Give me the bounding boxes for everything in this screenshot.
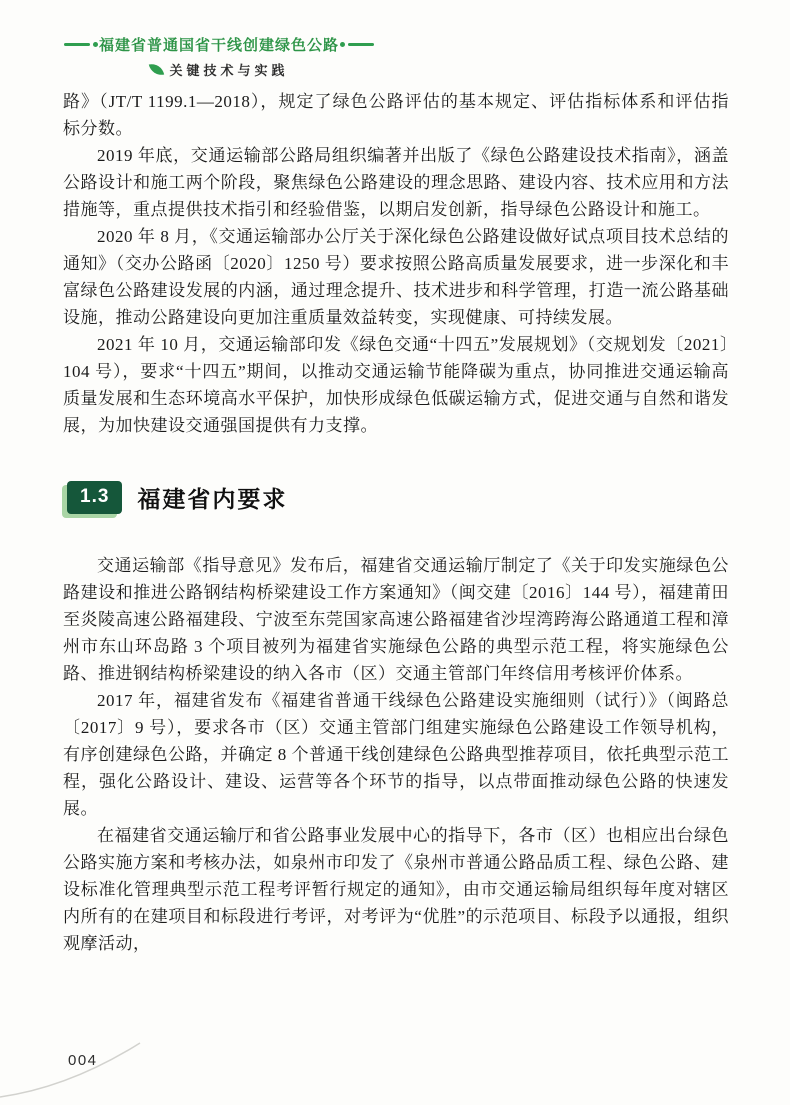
body-paragraph: 2019 年底，交通运输部公路局组织编著并出版了《绿色公路建设技术指南》，涵盖公路设计和施工两个阶段，聚焦绿色公路建设的理念思路、建设内容、技术应用和方法措施等，重点提供技术指引和经验借鉴，以期启发创新，指导绿色公路设计和施工。 xyxy=(63,146,729,219)
body-paragraph: 2020 年 8 月，《交通运输部办公厅关于深化绿色公路建设做好试点项目技术总结的通知》（交办公路函〔2020〕1250 号）要求按照公路高质量发展要求，进一步深化和丰富绿色公路建设发展的内涵，通过理念提升、技术进步和科学管理，打造一流公路基础设施，推动公路建设向更加注重质量效益转变，实现健康、可持续发展。 xyxy=(63,227,729,327)
series-subtitle: 关键技术与实践 xyxy=(169,63,289,78)
body-paragraph: 2021 年 10 月，交通运输部印发《绿色交通“十四五”发展规划》（交规划发〔2021〕104 号），要求“十四五”期间，以推动交通运输节能降碳为重点，协同推进交通运输高质量发展和生态环境高水平保护，加快形成绿色低碳运输方式，促进交通与自然和谐发展，为加快建设交通强国提供有力支撑。 xyxy=(63,335,729,435)
series-subtitle-row xyxy=(150,60,289,79)
page-content xyxy=(63,88,729,957)
body-paragraph: 2017 年，福建省发布《福建省普通干线绿色公路建设实施细则（试行）》（闽路总〔2017〕9 号），要求各市（区）交通主管部门组建实施绿色公路建设工作领导机构，有序创建绿色公路，并确定 8 个普通干线创建绿色公路典型推荐项目，依托典型示范工程，强化公路设计、建设、运营等各个环节的指导，以点带面推动绿色公路的快速发展。 xyxy=(63,691,729,818)
section-title: 福建省内要求 xyxy=(137,486,288,512)
decorative-line-right xyxy=(348,43,374,46)
series-title: 福建省普通国省干线创建绿色公路 xyxy=(99,37,340,54)
page-header xyxy=(64,34,374,79)
series-title-row xyxy=(64,34,374,55)
section-heading xyxy=(67,481,729,514)
body-paragraph: 路》（JT/T 1199.1—2018），规定了绿色公路评估的基本规定、评估指标体系和评估指标分数。 xyxy=(63,92,729,138)
body-paragraph: 在福建省交通运输厅和省公路事业发展中心的指导下，各市（区）也相应出台绿色公路实施方案和考核办法，如泉州市印发了《泉州市普通公路品质工程、绿色公路、建设标准化管理典型示范工程考评暂行规定的通知》，由市交通运输局组织每年度对辖区内所有的在建项目和标段进行考评，对考评为“优胜”的示范项目、标段予以通报，组织观摩活动， xyxy=(63,826,729,953)
section-number-badge: 1.3 xyxy=(67,481,122,514)
body-paragraph: 交通运输部《指导意见》发布后，福建省交通运输厅制定了《关于印发实施绿色公路建设和推进公路钢结构桥梁建设工作方案通知》（闽交建〔2016〕144 号），福建莆田至炎陵高速公路福建段、宁波至东莞国家高速公路福建省沙埕湾跨海公路通道工程和漳州市东山环岛路 3 个项目被列为福建省实施绿色公路的典型示范工程，将实施绿色公路、推进钢结构桥梁建设的纳入各市（区）交通主管部门年终信用考核评价体系。 xyxy=(63,556,729,683)
page-number: 004 xyxy=(68,1052,98,1069)
decorative-line-left xyxy=(64,43,90,46)
decorative-corner-arc xyxy=(0,1025,200,1105)
leaf-icon xyxy=(148,62,163,77)
